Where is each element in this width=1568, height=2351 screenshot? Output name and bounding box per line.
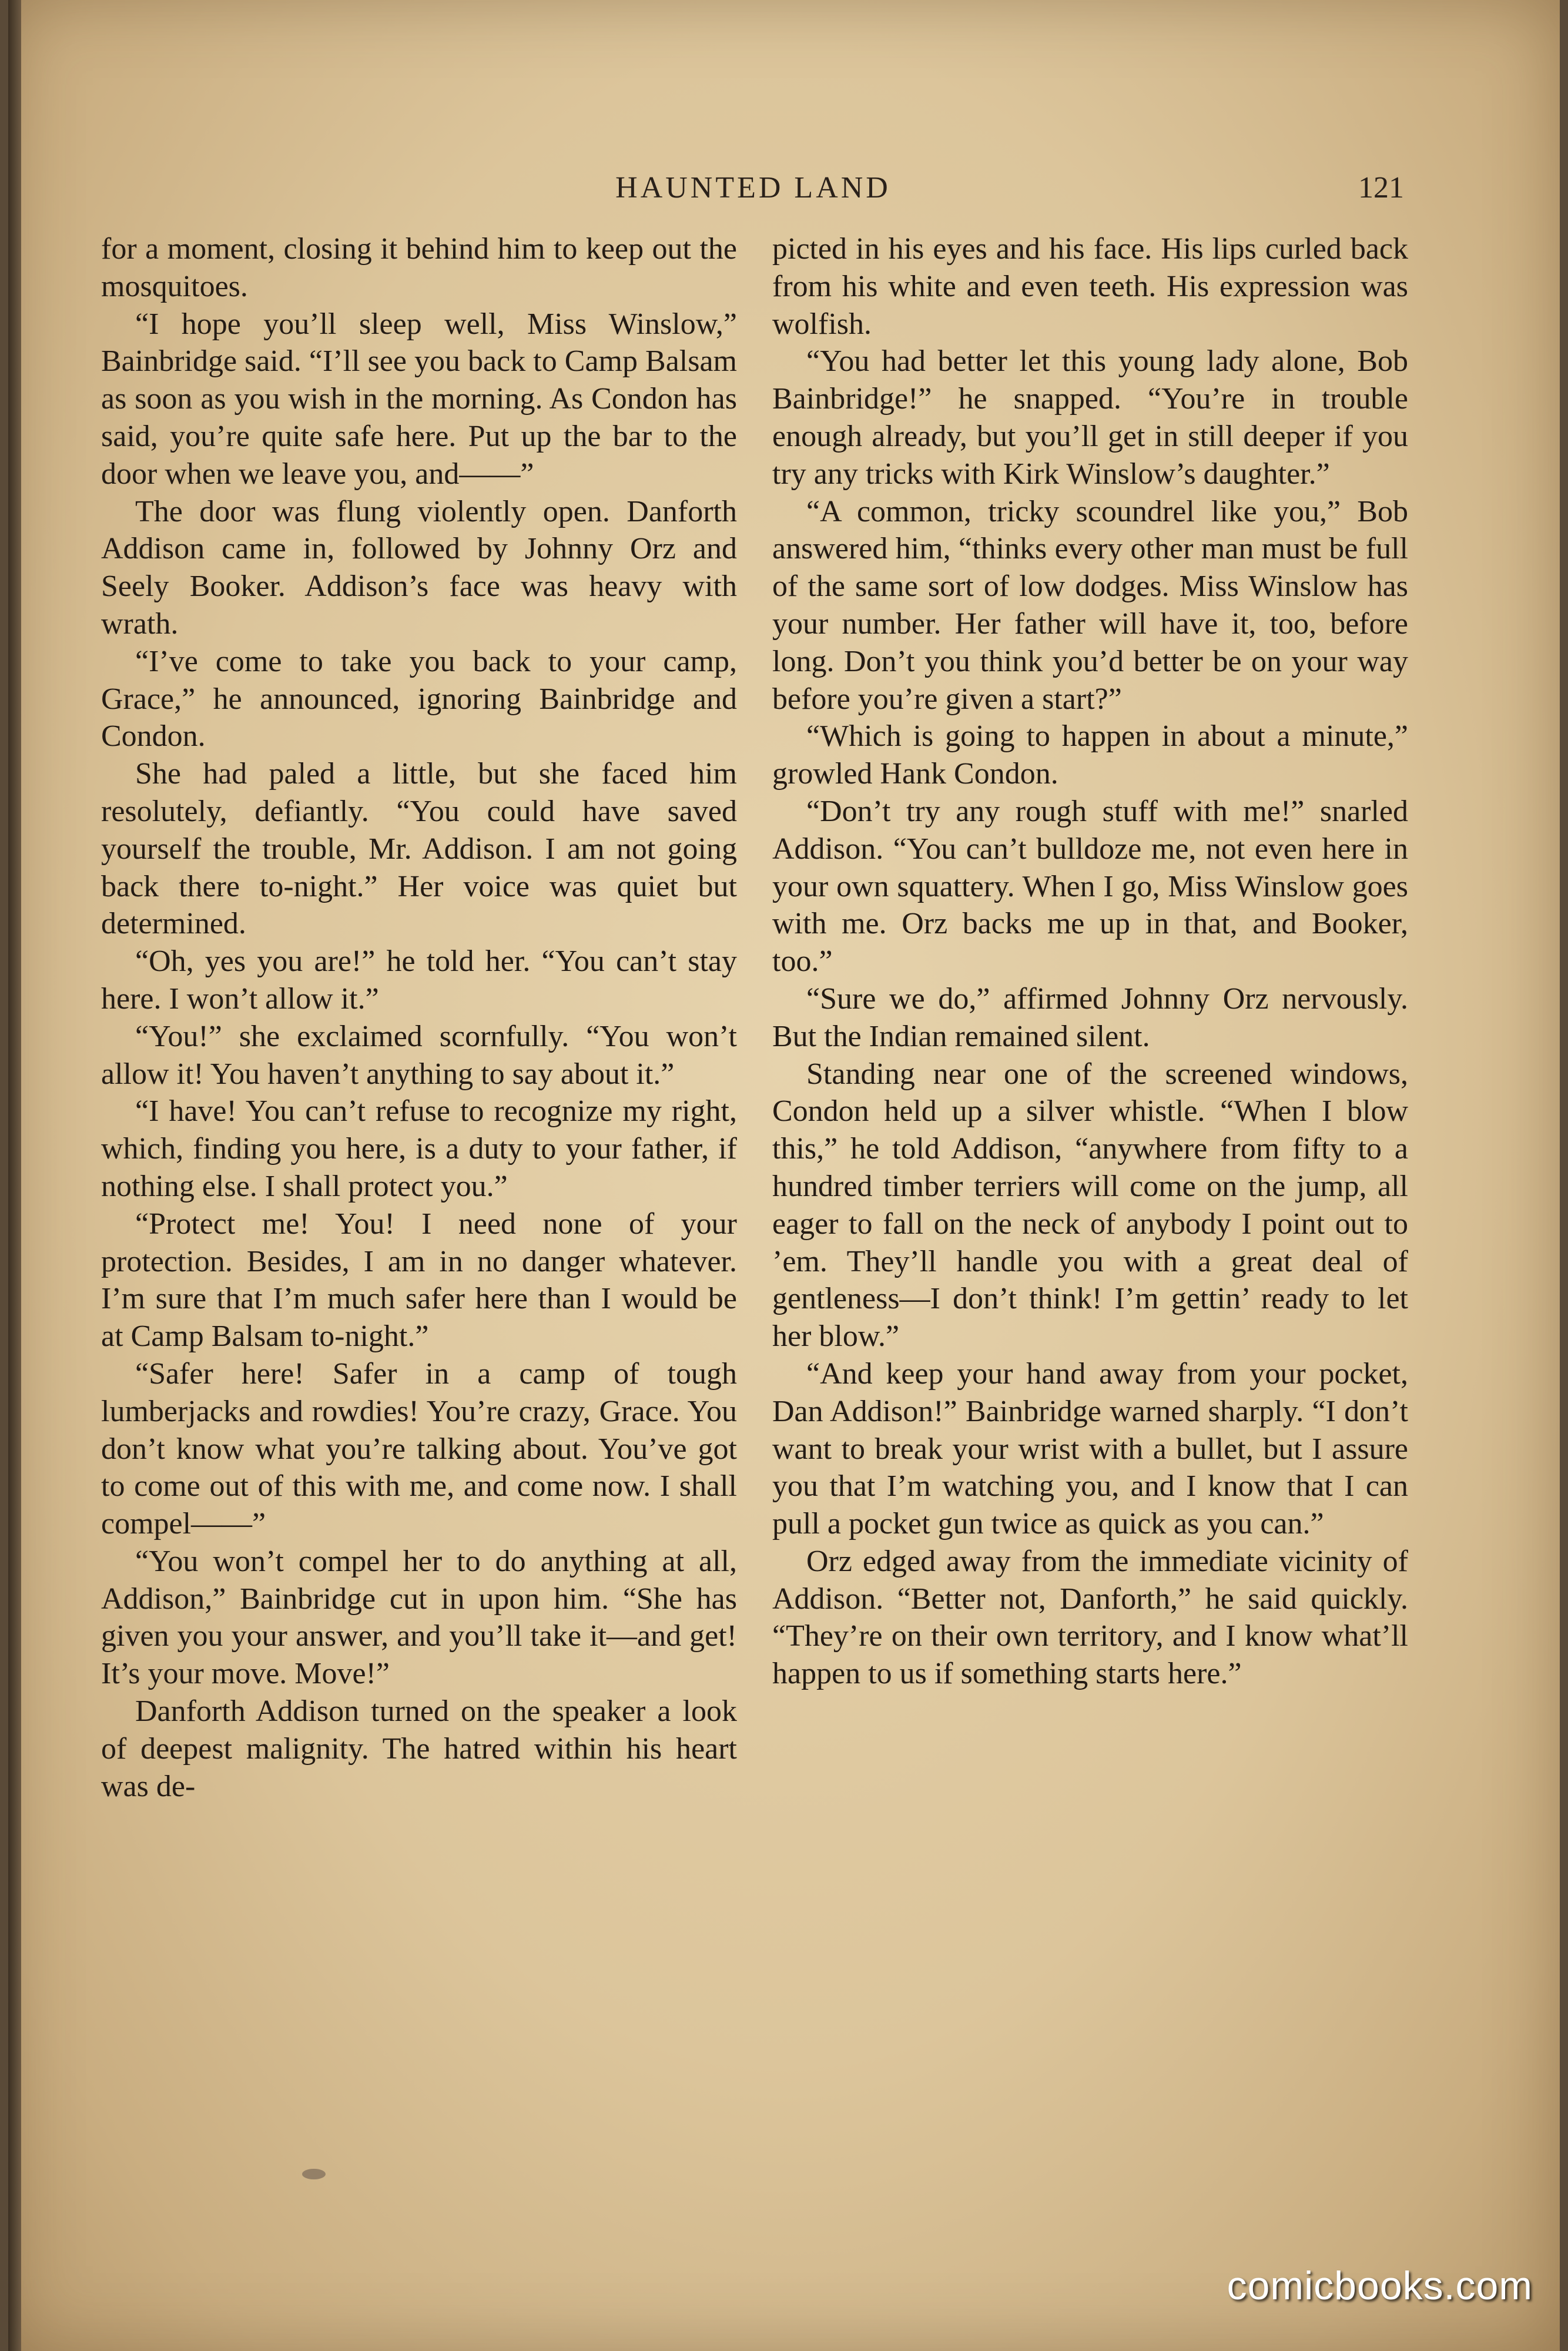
- paragraph: Standing near one of the screened windows, Condon held up a silver whistle. “When I blow this,” he told Addison, “anywhere from fifty to a hundred timber terriers will come on the jump, all eager to fall on the neck of anybody I point out to ’em. They’ll handle you with a great deal of gentleness—I don’t think! I’m gettin’ ready to let her blow.”: [772, 1057, 1408, 1354]
- paragraph: “Oh, yes you are!” he told her. “You can’t stay here. I won’t allow it.”: [101, 945, 737, 1016]
- page-spine-edge: [8, 0, 21, 2351]
- book-page: [8, 0, 1560, 2351]
- page-number: 121: [1358, 171, 1404, 205]
- paragraph: “I’ve come to take you back to your camp, Grace,” he announced, ignoring Bainbridge and Condon.: [101, 644, 737, 753]
- paragraph: “You!” she exclaimed scornfully. “You won’t allow it! You haven’t anything to say about it.”: [101, 1019, 737, 1091]
- paragraph: Orz edged away from the immediate vicinity of Addison. “Better not, Danforth,” he said quickly. “They’re on their own territory, and I know what’ll happen to us if something starts here.”: [772, 1544, 1408, 1691]
- paragraph: “I hope you’ll sleep well, Miss Winslow,” Bainbridge said. “I’ll see you back to Camp Balsam as soon as you wish in the morning. As Condon has said, you’re quite safe here. Put up the bar to the door when we leave you, and——”: [101, 307, 737, 491]
- left-column: [101, 230, 737, 1805]
- paragraph: picted in his eyes and his face. His lips curled back from his white and even teeth. His expression was wolfish.: [772, 232, 1408, 341]
- paragraph: “Safer here! Safer in a camp of tough lumberjacks and rowdies! You’re crazy, Grace. You don’t know what you’re talking about. You’ve got to come out of this with me, and come now. I shall compel——”: [101, 1357, 737, 1541]
- paragraph: The door was flung violently open. Danforth Addison came in, followed by Johnny Orz and Seely Booker. Addison’s face was heavy with wrath.: [101, 494, 737, 641]
- paragraph: “Protect me! You! I need none of your protection. Besides, I am in no danger whatever. I’m sure that I’m much safer here than I would be at Camp Balsam to-night.”: [101, 1207, 737, 1354]
- paragraph: She had paled a little, but she faced him resolutely, defiantly. “You could have saved yourself the trouble, Mr. Addison. I am not going back there to-night.” Her voice was quiet but determined.: [101, 757, 737, 941]
- right-column: [772, 230, 1408, 1693]
- paragraph: Danforth Addison turned on the speaker a look of deepest malignity. The hatred within his heart was de-: [101, 1694, 737, 1803]
- paragraph: “You had better let this young lady alone, Bob Bainbridge!” he snapped. “You’re in trouble enough already, but you’ll get in still deeper if you try any tricks with Kirk Winslow’s daughter.”: [772, 344, 1408, 491]
- paragraph: “I have! You can’t refuse to recognize my right, which, finding you here, is a duty to your father, if nothing else. I shall protect you.”: [101, 1094, 737, 1203]
- paragraph: “And keep your hand away from your pocket, Dan Addison!” Bainbridge warned sharply. “I don’t want to break your wrist with a bullet, but I assure you that I’m watching you, and I know that I can pull a pocket gun twice as quick as you can.”: [772, 1357, 1408, 1541]
- ink-speck: [302, 2169, 326, 2179]
- watermark: comicbooks.com: [1227, 2263, 1533, 2308]
- paragraph: for a moment, closing it behind him to keep out the mosquitoes.: [101, 232, 737, 303]
- paragraph: “Which is going to happen in about a minute,” growled Hank Condon.: [772, 719, 1408, 791]
- paragraph: “Sure we do,” affirmed Johnny Orz nervously. But the Indian remained silent.: [772, 982, 1408, 1053]
- page-header: [102, 165, 1404, 212]
- running-head: HAUNTED LAND: [615, 171, 891, 205]
- paragraph: “Don’t try any rough stuff with me!” snarled Addison. “You can’t bulldoze me, not even here in your own squattery. When I go, Miss Winslow goes with me. Orz backs me up in that, and Booker, too.”: [772, 794, 1408, 979]
- paragraph: “A common, tricky scoundrel like you,” Bob answered him, “thinks every other man must be full of the same sort of low dodges. Miss Winslow has your number. Her father will have it, too, before long. Don’t you think you’d better be on your way before you’re given a start?”: [772, 494, 1408, 716]
- paragraph: “You won’t compel her to do anything at all, Addison,” Bainbridge cut in upon him. “She has given you your answer, and you’ll take it—and get! It’s your move. Move!”: [101, 1544, 737, 1691]
